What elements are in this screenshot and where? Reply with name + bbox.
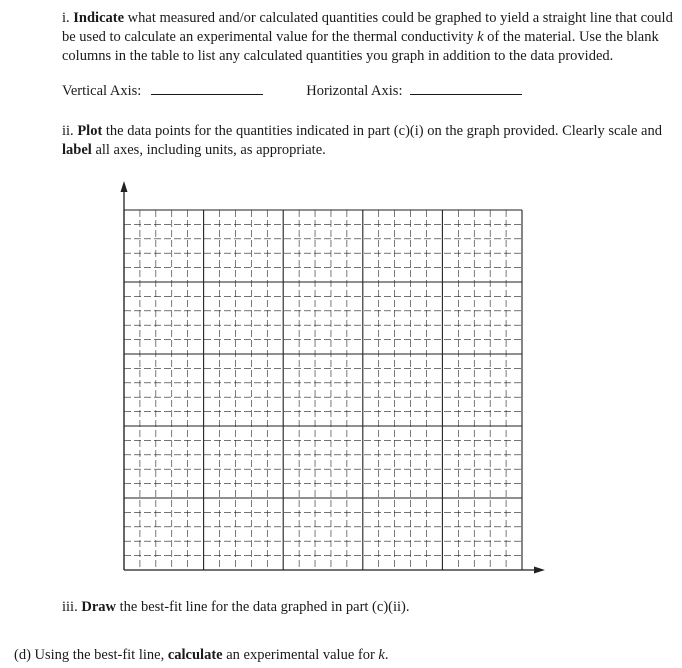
x-axis-arrow-icon [534,567,545,574]
part-d-suffix: . [384,647,389,663]
question-part-d [14,646,674,665]
y-axis-arrow-icon [121,181,128,192]
part-ii-text-b: all axes, including units, as appropriate. [91,142,326,158]
part-i-number: i. [62,10,70,26]
vertical-axis-label: Vertical Axis: [62,83,142,99]
part-iii-verb: Draw [81,599,116,615]
part-i-variable: k [477,29,484,45]
part-d-verb: calculate [167,647,223,663]
part-i-verb: Indicate [73,10,125,26]
part-iii-text: the best-fit line for the data graphed in part (c)(ii). [115,599,410,615]
part-ii-number: ii. [62,123,74,139]
part-d-text: an experimental value for [222,647,379,663]
part-i-text-b: of the material. Use the blank columns in the table to list any calculated quantities you graph in addition to the data provided. [62,29,659,64]
part-ii-text-a: the data points for the quantities indicated in part (c)(i) on the graph provided. Clearly scale and [102,123,662,139]
part-ii-verb-plot: Plot [77,123,103,139]
part-i-text-a: what measured and/or calculated quantities could be graphed to yield a straight line that could be used to calculate an experimental value for the thermal conductivity [62,10,673,45]
horizontal-axis-label: Horizontal Axis: [306,83,403,99]
part-d-variable: k [378,647,385,663]
part-d-prefix: (d) Using the best-fit line, [14,647,168,663]
question-part-iii [62,598,662,617]
part-iii-number: iii. [62,599,78,615]
part-ii-verb-label: label [62,142,92,158]
